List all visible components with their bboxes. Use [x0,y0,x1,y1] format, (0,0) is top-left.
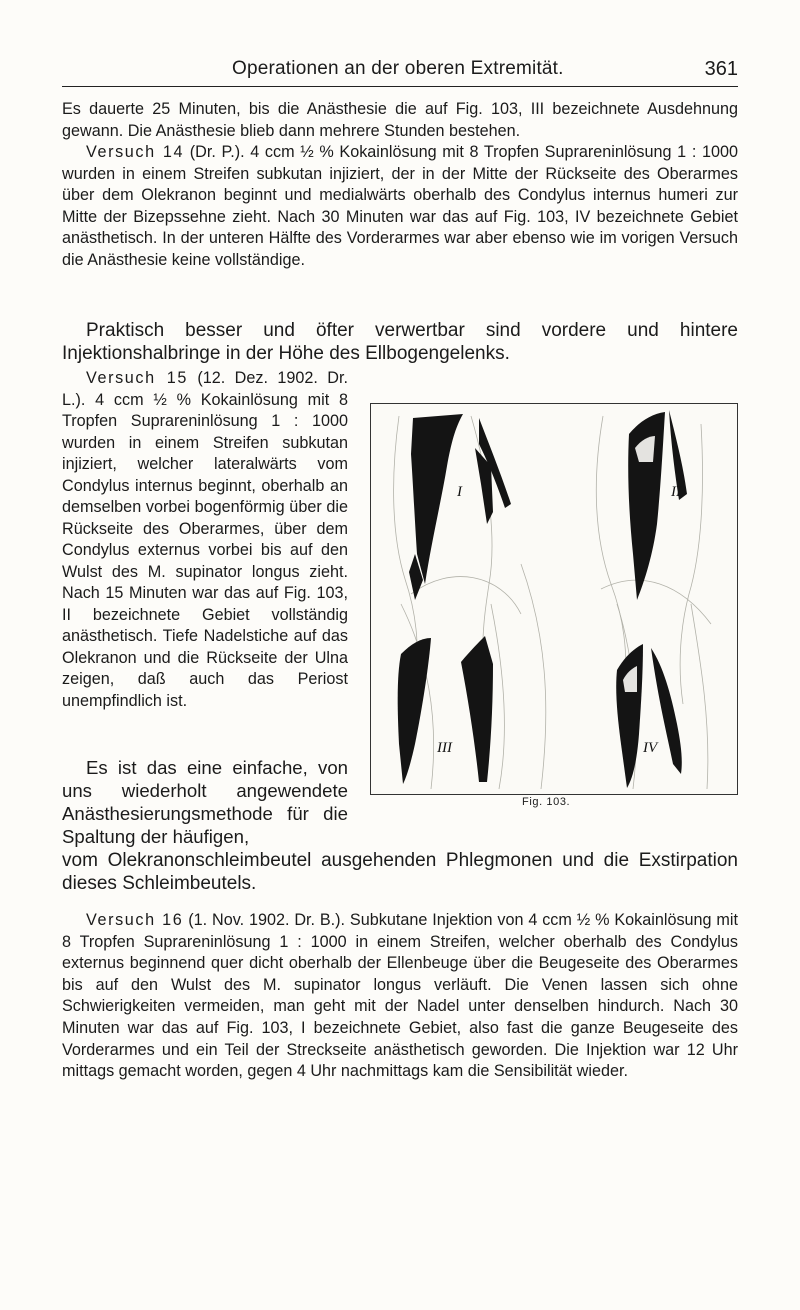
running-header [62,58,738,86]
paragraph-versuch-14 [62,142,738,272]
header-rule [62,86,738,87]
paragraph-versuch-15 [62,368,348,712]
versuch-14-text: (Dr. P.). 4 ccm ½ % Kokainlösung mit 8 Tropfen Suprareninlösung 1 : 1000 wurden in einem Streifen subkutan injiziert, der in der Mitte der Rückseite des Oberarmes über dem Olekranon beginnt und medialwärts oberhalb des Condylus internus humeri zur Mitte der Bizepssehne zieht. Nach 30 Minuten war das auf Fig. 103, IV bezeichnete Gebiet anästhetisch. In der unteren Hälfte des Vorderarmes war aber ebenso wie im vorigen Versuch die Anästhesie keine vollständige. [62,143,738,269]
panel-iv-shading [616,644,682,788]
versuch-15-text: (12. Dez. 1902. Dr. L.). 4 ccm ½ % Kokainlösung mit 8 Tropfen Suprareninlösung 1 : 1000 wurden in einem Streifen subkutan injiziert, welcher lateralwärts vom Condylus internus beginnt, oberhalb an demselben vorbei bogenförmig über die Rückseite des Oberarmes, über dem Condylus externus vorbei bis auf den Wulst des M. supinator longus zieht. Nach 15 Minuten war das auf Fig. 103, II bezeichnete Gebiet vollständig anästhetisch. Tiefe Nadelstiche auf das Olekranon und die Rückseite der Ulna zeigen, daß auch das Periost unempfindlich ist. [62,369,348,710]
arm-anesthesia-diagrams [371,404,737,794]
paragraph-anesthesia-duration: Es dauerte 25 Minuten, bis die Anästhesie die auf Fig. 103, III bezeichnete Ausdehnung gewann. Die Anästhesie blieb dann mehrere Stunden bestehen. [62,100,738,140]
section-heading: Praktisch besser und öfter verwertbar sind vordere und hintere Injektionshalbringe in der Höhe des Ellbogengelenks. [62,320,738,365]
label-iv: IV [643,740,658,756]
running-title: Operationen an der oberen Extremität. [232,58,564,79]
panel-ii-shading [628,410,687,600]
versuch-16-text: (1. Nov. 1902. Dr. B.). Subkutane Injektion von 4 ccm ½ % Kokainlösung mit 8 Tropfen Suprareninlösung 1 : 1000 in einem Streifen, welcher oberhalb des Condylus externus beginnend quer dicht oberhalb der Ellenbeuge über die Beugeseite des Oberarmes bis auf den Wulst des M. supinator longus verläuft. Die Venen lassen sich ohne Schwierigkeiten vermeiden, man geht mit der Nadel unter denselben hindurch. Nach 30 Minuten war das auf Fig. 103, I bezeichnete Gebiet, also fast die ganze Beugeseite des Vorderarmes und ein Teil der Streckseite anästhetisch geworden. Die Injektion war 12 Uhr mittags gemacht worden, gegen 4 Uhr nachmittags kam die Sensibilität wieder. [62,911,739,1081]
label-i: I [457,484,462,500]
versuch-16-label: Versuch 16 [86,911,184,929]
label-iii: III [437,740,452,756]
figure-caption: Fig. 103. [522,796,571,808]
versuch-14-label: Versuch 14 [86,143,185,161]
versuch-15-label: Versuch 15 [86,369,188,387]
panel-iii-shading [398,636,493,784]
paragraph-method: Es ist das eine einfache, von uns wiederholt angewendete Anästhesierungsmethode für die Spaltung der häufigen, [62,757,348,847]
paragraph-versuch-16 [62,910,738,1083]
page-number: 361 [704,58,738,80]
label-ii: II [671,484,681,500]
figure-103 [370,403,738,795]
panel-i-shading [409,414,511,600]
paragraph-method-continued: vom Olekranonschleimbeutel ausgehenden Phlegmonen und die Exstirpation dieses Schleimbeutels. [62,850,738,895]
